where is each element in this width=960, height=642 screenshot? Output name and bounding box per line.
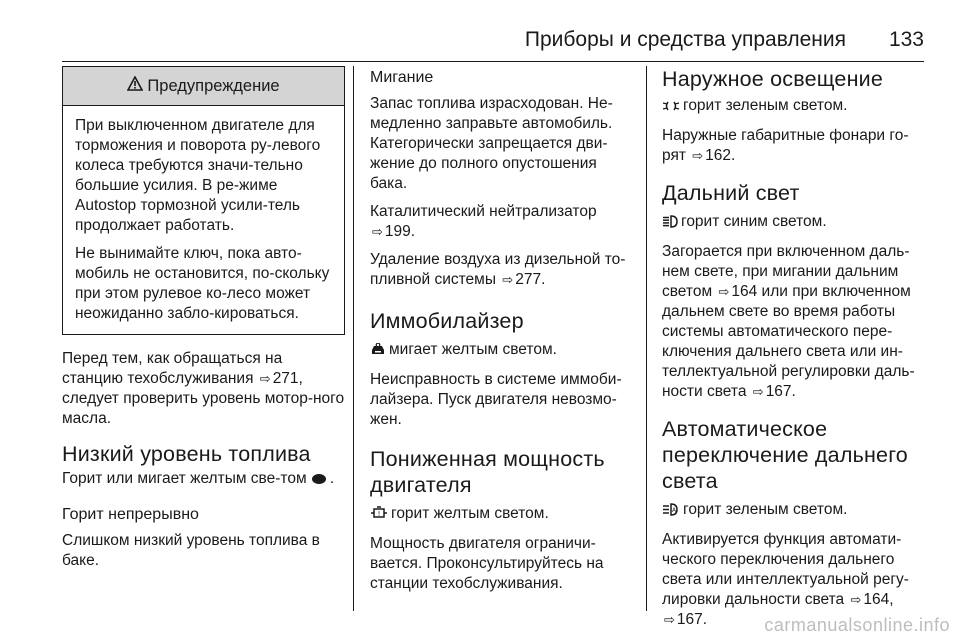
highbeam-text-end: или при включенном дальнем свете во время работы системы автоматического пере-ключения дальнего света или ин-теллектуальной регулировки даль-ности света — [662, 283, 915, 400]
continuous-paragraph: Слишком низкий уровень топлива в баке. — [62, 532, 320, 569]
auto-highbeam-text: Активируется функция автомати-ческого переключения дальнего света или интеллектуальной регу-лировки дальности света — [662, 531, 909, 608]
warning-box — [62, 66, 345, 335]
page-reference[interactable]: 164, — [863, 591, 894, 608]
page-reference[interactable]: 277. — [515, 271, 546, 288]
service-text: Перед тем, как обращаться на станцию техобслуживания — [62, 350, 283, 387]
filled-oval-icon — [311, 471, 327, 491]
page-reference-icon: ⇨ — [502, 272, 514, 287]
catalyst-paragraph — [370, 202, 635, 242]
watermark: carmanualsonline.info — [764, 615, 950, 635]
highbeam-status — [662, 212, 927, 234]
immobilizer-status-text: мигает желтым светом. — [389, 341, 557, 358]
highbeam-text: Загорается при включенном даль-нем свете, при мигании дальним светом — [662, 243, 910, 300]
page-reference-icon: ⇨ — [259, 371, 271, 386]
page-reference-icon: ⇨ — [372, 224, 383, 239]
warning-title: Предупреждение — [147, 76, 280, 95]
exterior-heading: Наружное освещение — [662, 67, 884, 91]
exterior-text: Наружные габаритные фонари го-рят — [662, 127, 909, 164]
diesel-paragraph — [370, 250, 635, 290]
service-paragraph — [62, 349, 345, 429]
blinking-paragraph: Запас топлива израсходован. Не-медленно заправьте автомобиль. Категорически запрещается дви-жение до полного опустошения бака. — [370, 95, 613, 192]
column-right — [662, 66, 927, 638]
page-reference[interactable]: 164 — [731, 283, 758, 300]
power-status-text: горит желтым светом. — [391, 505, 549, 522]
column-middle — [370, 66, 635, 602]
continuous-heading: Горит непрерывно — [62, 506, 199, 523]
warning-header — [63, 67, 344, 106]
header-rule — [62, 61, 924, 62]
exterior-status-text: горит зеленым светом. — [683, 97, 848, 114]
page-reference-icon: ⇨ — [664, 612, 675, 627]
page-reference-icon: ⇨ — [752, 384, 764, 399]
immobilizer-heading: Иммобилайзер — [370, 309, 524, 333]
page-reference[interactable]: 162. — [705, 147, 736, 164]
highbeam-paragraph — [662, 242, 927, 402]
page-reference-icon: ⇨ — [718, 284, 730, 299]
column-divider — [353, 66, 354, 611]
page-reference[interactable]: 167. — [765, 383, 796, 400]
page-title: Приборы и средства управления — [524, 28, 846, 51]
svg-text:!: ! — [377, 510, 381, 518]
fuel-text: Горит или мигает желтым све-том — [62, 470, 307, 487]
car-key-icon — [370, 342, 386, 362]
svg-text:A: A — [671, 507, 677, 514]
high-beam-icon — [662, 214, 678, 234]
blinking-heading: Мигание — [370, 69, 434, 86]
engine-power-icon — [370, 506, 388, 526]
page-reference[interactable]: 199. — [384, 223, 416, 240]
warning-paragraph: Не вынимайте ключ, пока авто-мобиль не остановится, по-скольку при этом рулевое ко-лесо может неожиданно забло-кироваться. — [75, 245, 330, 322]
power-status — [370, 504, 635, 526]
page-reference-icon: ⇨ — [692, 148, 704, 163]
column-divider — [646, 66, 647, 611]
catalyst-text: Каталитический нейтрализатор — [370, 203, 597, 220]
highbeam-heading: Дальний свет — [662, 181, 800, 205]
column-left — [62, 66, 345, 579]
auto-highbeam-status-text: горит зеленым светом. — [683, 501, 848, 518]
auto-highbeam-status — [662, 500, 927, 522]
immobilizer-paragraph: Неисправность в системе иммоби-лайзера. Пуск двигателя невозмо-жен. — [370, 371, 622, 428]
exterior-status — [662, 96, 927, 118]
page-reference-icon: ⇨ — [850, 592, 862, 607]
fuel-heading: Низкий уровень топлива — [62, 442, 311, 466]
immobilizer-status — [370, 340, 635, 362]
auto-highbeam-heading: Автоматическое переключение дальнего света — [662, 417, 908, 493]
diesel-text: Удаление воздуха из дизельной то-пливной системы — [370, 251, 626, 288]
service-text-end: следует проверить уровень мотор-ного масла. — [62, 390, 345, 427]
auto-high-beam-icon — [662, 502, 680, 522]
page-number: 133 — [888, 28, 924, 51]
fuel-text-end: . — [329, 470, 335, 487]
warning-paragraph: При выключенном двигателе для торможения и поворота ру-левого колеса требуются значи-тельно большие усилия. В ре-жиме Autostop тормозной усили-тель продолжает работать. — [75, 117, 321, 234]
power-heading: Пониженная мощность двигателя — [370, 447, 605, 497]
power-paragraph: Мощность двигателя ограничи-вается. Проконсультируйтесь на станции техобслуживания. — [370, 535, 604, 592]
highbeam-status-text: горит синим светом. — [681, 213, 827, 230]
warning-triangle-icon — [127, 76, 143, 96]
warning-body — [63, 106, 344, 334]
page-reference[interactable]: 271, — [272, 370, 303, 387]
page-reference[interactable]: 167. — [676, 611, 708, 628]
exterior-paragraph — [662, 126, 927, 166]
page-header — [62, 28, 924, 58]
exterior-light-icon — [662, 98, 680, 118]
fuel-paragraph — [62, 469, 345, 491]
